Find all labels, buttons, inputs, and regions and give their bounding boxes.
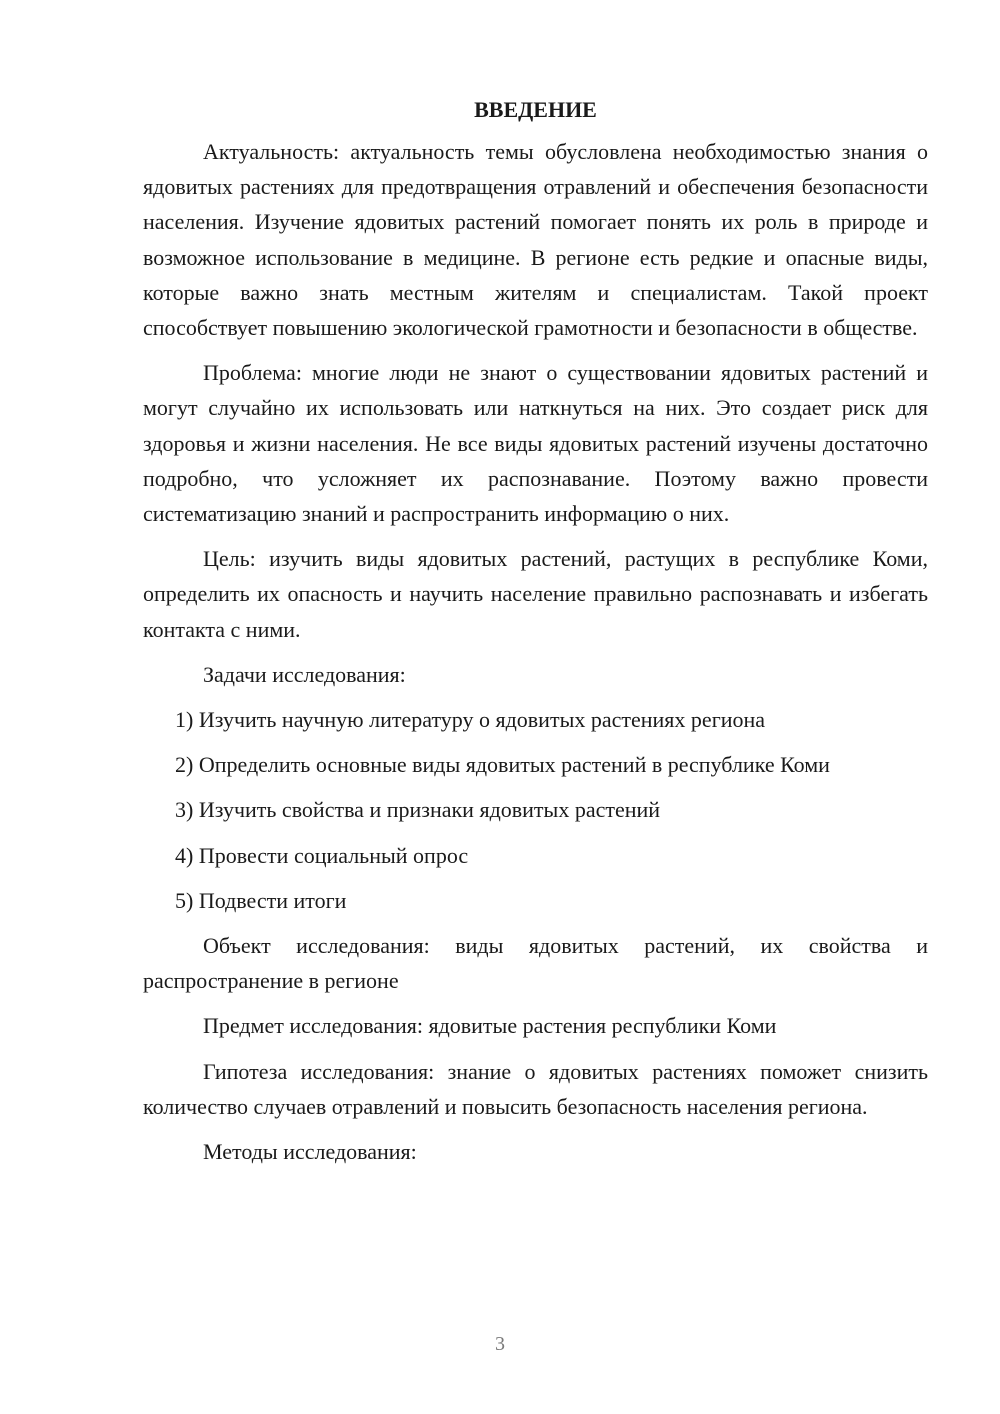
- task-item-4: 4) Провести социальный опрос: [175, 842, 469, 868]
- task-item-2: 2) Определить основные виды ядовитых растений в республике Коми: [175, 752, 830, 778]
- tasks-label: Задачи исследования:: [203, 661, 406, 687]
- task-item-3: 3) Изучить свойства и признаки ядовитых растений: [175, 797, 661, 823]
- tasks-list: [143, 702, 928, 918]
- page-heading: ВВЕДЕНИЕ: [474, 97, 597, 122]
- goal-paragraph: Цель: изучить виды ядовитых растений, растущих в республике Коми, определить их опасность и научить население правильно распознавать и избегать контакта с ними.: [143, 546, 928, 642]
- problem-paragraph: Проблема: многие люди не знают о существовании ядовитых растений и могут случайно их использовать или наткнуться на них. Это создает риск для здоровья и жизни населения. Не все виды ядовитых растений изучены достаточно подробно, что усложняет их распознавание. Поэтому важно провести систематизацию знаний и распространить информацию о них.: [143, 360, 928, 527]
- hypothesis-paragraph: Гипотеза исследования: знание о ядовитых растениях поможет снизить количество случаев отравлений и повысить безопасность населения региона.: [143, 1058, 928, 1119]
- methods-label: Методы исследования:: [203, 1139, 417, 1165]
- page-number: 3: [495, 1333, 505, 1355]
- task-item-1: 1) Изучить научную литературу о ядовитых растениях региона: [175, 707, 766, 733]
- task-item-5: 5) Подвести итоги: [175, 887, 347, 913]
- subject-paragraph: Предмет исследования: ядовитые растения республики Коми: [203, 1013, 777, 1039]
- object-paragraph: Объект исследования: виды ядовитых растений, их свойства и распространение в регионе: [143, 933, 928, 994]
- relevance-paragraph: Актуальность: актуальность темы обусловлена необходимостью знания о ядовитых растениях для предотвращения отравлений и обеспечения безопасности населения. Изучение ядовитых растений помогает понять их роль в природе и возможное использование в медицине. В регионе есть редкие и опасные виды, которые важно знать местным жителям и специалистам. Такой проект способствует повышению экологической грамотности и безопасности в обществе.: [143, 139, 928, 341]
- document-page: [143, 90, 928, 1179]
